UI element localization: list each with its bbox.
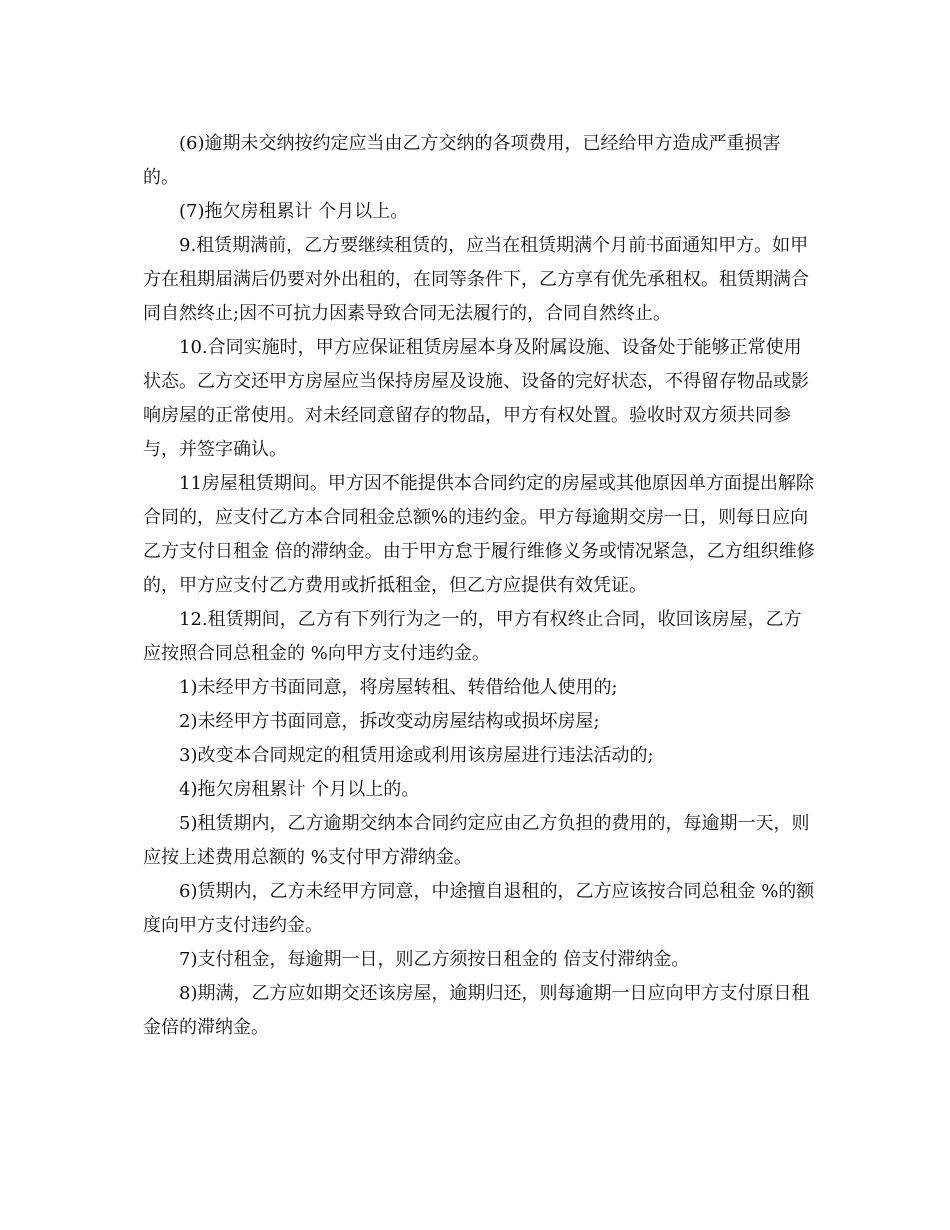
item-7-late-rent: 7)支付租金，每逾期一日，则乙方须按日租金的 倍支付滞纳金。 — [179, 949, 690, 970]
paragraph-6-overdue-fees: (6)逾期未交纳按约定应当由乙方交纳的各项费用，已经给甲方造成严重损害的。 — [143, 133, 781, 188]
clause-11-landlord-breach: 11房屋租赁期间。甲方因不能提供本合同约定的房屋或其他原因单方面提出解除合同的，应支付乙方本合同租金总额%的违约金。甲方每逾期交房一日，则每日应向乙方支付日租金 倍的滞纳金。由于甲方怠于履行维修义务或情况紧急，乙方组织维修的，甲方应支付乙方费用或折抵租金，但乙方应提供有效凭证。 — [143, 473, 815, 596]
item-3-illegal-use: 3)改变本合同规定的租赁用途或利用该房屋进行违法活动的; — [179, 745, 654, 766]
clause-10-handover: 10.合同实施时，甲方应保证租赁房屋本身及附属设施、设备处于能够正常使用状态。乙方交还甲方房屋应当保持房屋及设施、设备的完好状态，不得留存物品或影响房屋的正常使用。对未经同意留存的物品，甲方有权处置。验收时双方须共同参与，并签字确认。 — [143, 337, 809, 460]
paragraph-7-rent-arrears: (7)拖欠房租累计 个月以上。 — [179, 201, 409, 222]
clause-12-tenant-breach: 12.租赁期间，乙方有下列行为之一的，甲方有权终止合同，收回该房屋，乙方应按照合同总租金的 %向甲方支付违约金。 — [143, 609, 802, 664]
item-5-late-fees: 5)租赁期内，乙方逾期交纳本合同约定应由乙方负担的费用的，每逾期一天，则应按上述费用总额的 %支付甲方滞纳金。 — [143, 813, 810, 868]
document-body — [143, 127, 815, 1045]
item-4-rent-arrears: 4)拖欠房租累计 个月以上的。 — [179, 779, 420, 800]
item-6-early-termination: 6)赁期内，乙方未经甲方同意，中途擅自退租的，乙方应该按合同总租金 %的额度向甲方支付违约金。 — [143, 881, 815, 936]
item-8-late-return: 8)期满，乙方应如期交还该房屋，逾期归还，则每逾期一日应向甲方支付原日租金倍的滞纳金。 — [143, 983, 810, 1038]
item-2-alteration: 2)未经甲方书面同意，拆改变动房屋结构或损坏房屋; — [179, 711, 600, 732]
clause-9-renewal: 9.租赁期满前，乙方要继续租赁的，应当在租赁期满个月前书面通知甲方。如甲方在租期届满后仍要对外出租的，在同等条件下，乙方享有优先承租权。租赁期满合同自然终止;因不可抗力因素导致合同无法履行的，合同自然终止。 — [143, 235, 809, 324]
item-1-sublet: 1)未经甲方书面同意，将房屋转租、转借给他人使用的; — [179, 677, 618, 698]
